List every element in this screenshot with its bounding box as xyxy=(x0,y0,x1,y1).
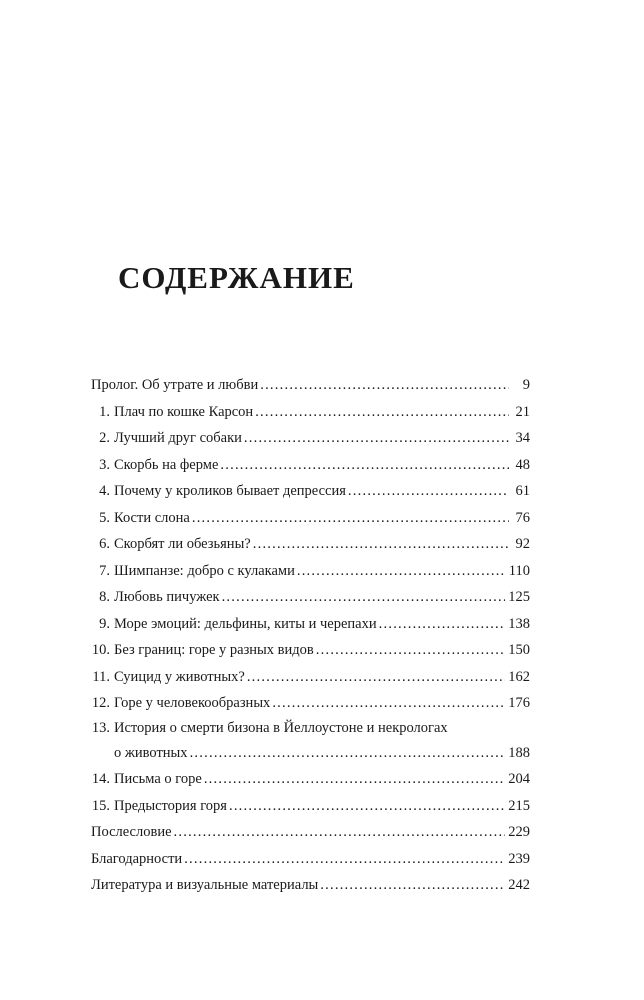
toc-leader-dots xyxy=(297,558,506,585)
toc-entry-number: 7. xyxy=(99,562,110,579)
toc-entry-prologue[interactable] xyxy=(91,372,530,399)
toc-entry-page: 21 xyxy=(515,403,530,420)
toc-leader-dots xyxy=(348,478,509,505)
toc-entry-page: 162 xyxy=(508,668,530,685)
toc-entry-number: 13. xyxy=(91,719,110,736)
toc-entry-afterword[interactable] xyxy=(91,819,530,846)
toc-entry-number: 11. xyxy=(92,668,110,685)
toc-entry-label: Благодарности xyxy=(91,850,183,867)
toc-entry-page: 215 xyxy=(508,797,530,814)
toc-leader-dots xyxy=(255,399,509,426)
toc-entry-chapter-14[interactable] xyxy=(91,766,530,793)
toc-entry-label: Горе у человекообразных xyxy=(114,695,271,711)
toc-entry-number: 2. xyxy=(99,430,110,446)
toc-leader-dots xyxy=(272,690,505,717)
toc-entry-number: 12. xyxy=(91,695,110,711)
toc-entry-page: 9 xyxy=(522,377,530,393)
toc-entry-number: 15. xyxy=(91,797,110,814)
toc-entry-label: Суицид у животных? xyxy=(114,668,245,685)
toc-leader-dots xyxy=(253,531,509,558)
toc-entry-chapter-9[interactable] xyxy=(91,611,530,638)
toc-entry-number: 4. xyxy=(99,483,110,499)
toc-entry-number: 10. xyxy=(91,642,110,658)
toc-leader-dots xyxy=(379,611,506,638)
toc-entry-page: 61 xyxy=(515,483,530,499)
toc-entry-label: История о смерти бизона в Йеллоустоне и некрологах xyxy=(114,719,448,736)
toc-leader-dots xyxy=(320,872,505,899)
toc-entry-chapter-7[interactable] xyxy=(91,558,530,585)
toc-entry-label-continued: о животных xyxy=(114,744,188,761)
toc-entry-label: Пролог. Об утрате и любви xyxy=(91,377,259,393)
toc-entry-page: 34 xyxy=(515,430,530,446)
toc-entry-page: 76 xyxy=(515,509,530,526)
toc-leader-dots xyxy=(220,452,509,479)
toc-entry-number: 6. xyxy=(99,536,110,552)
toc-leader-dots xyxy=(222,584,506,611)
toc-entry-number: 9. xyxy=(99,615,110,632)
toc-entry-label: Море эмоций: дельфины, киты и черепахи xyxy=(114,615,377,632)
toc-entry-label: Предыстория горя xyxy=(114,797,227,814)
toc-entry-label: Скорбь на ферме xyxy=(114,456,219,473)
toc-leader-dots xyxy=(316,637,505,664)
toc-entry-chapter-10[interactable] xyxy=(91,637,530,664)
toc-entry-label: Лучший друг собаки xyxy=(114,430,242,446)
toc-entry-page: 229 xyxy=(508,824,530,840)
toc-leader-dots xyxy=(260,372,509,399)
toc-entry-page: 138 xyxy=(508,615,530,632)
toc-entry-chapter-6[interactable] xyxy=(91,531,530,558)
toc-entry-page: 242 xyxy=(508,877,530,893)
toc-entry-chapter-15[interactable] xyxy=(91,793,530,820)
toc-entry-chapter-4[interactable] xyxy=(91,478,530,505)
toc-entry-page: 110 xyxy=(508,562,530,579)
toc-leader-dots xyxy=(184,846,505,873)
toc-entry-label: Скорбят ли обезьяны? xyxy=(114,536,251,552)
toc-leader-dots xyxy=(204,766,505,793)
toc-entry-label: Без границ: горе у разных видов xyxy=(114,642,314,658)
toc-leader-dots xyxy=(192,505,509,532)
toc-entry-chapter-12[interactable] xyxy=(91,690,530,717)
toc-leader-dots xyxy=(174,819,506,846)
toc-entry-page: 239 xyxy=(508,850,530,867)
toc-entry-literature[interactable] xyxy=(91,872,530,899)
toc-leader-dots xyxy=(190,740,506,767)
toc-entry-label: Послесловие xyxy=(91,824,172,840)
toc-entry-page: 92 xyxy=(515,536,530,552)
toc-entry-label: Письма о горе xyxy=(114,771,202,787)
toc-entry-page: 204 xyxy=(508,771,530,787)
toc-entry-number: 1. xyxy=(99,403,110,420)
toc-entry-label: Кости слона xyxy=(114,509,190,526)
table-of-contents xyxy=(91,372,530,899)
toc-leader-dots xyxy=(244,425,509,452)
toc-entry-label: Литература и визуальные материалы xyxy=(91,877,319,893)
toc-entry-number: 14. xyxy=(91,771,110,787)
toc-entry-page: 48 xyxy=(515,456,530,473)
toc-entry-label: Почему у кроликов бывает депрессия xyxy=(114,483,346,499)
toc-entry-chapter-11[interactable] xyxy=(91,664,530,691)
page-title: СОДЕРЖАНИЕ xyxy=(118,260,355,295)
toc-entry-chapter-5[interactable] xyxy=(91,505,530,532)
toc-entry-chapter-8[interactable] xyxy=(91,584,530,611)
toc-entry-page: 176 xyxy=(508,695,530,711)
toc-entry-number: 5. xyxy=(99,509,110,526)
toc-entry-label: Плач по кошке Карсон xyxy=(114,403,254,420)
toc-entry-page: 150 xyxy=(508,642,530,658)
toc-entry-chapter-2[interactable] xyxy=(91,425,530,452)
toc-leader-dots xyxy=(229,793,505,820)
toc-entry-number: 3. xyxy=(99,456,110,473)
toc-entry-acknowledgements[interactable] xyxy=(91,846,530,873)
toc-leader-dots xyxy=(247,664,505,691)
toc-entry-label: Шимпанзе: добро с кулаками xyxy=(114,562,295,579)
toc-entry-chapter-3[interactable] xyxy=(91,452,530,479)
toc-entry-page: 125 xyxy=(508,589,530,605)
toc-entry-chapter-1[interactable] xyxy=(91,399,530,426)
toc-entry-page: 188 xyxy=(508,744,530,761)
toc-entry-number: 8. xyxy=(99,589,110,605)
toc-entry-label: Любовь пичужек xyxy=(114,589,220,605)
toc-entry-chapter-13[interactable] xyxy=(91,717,530,767)
